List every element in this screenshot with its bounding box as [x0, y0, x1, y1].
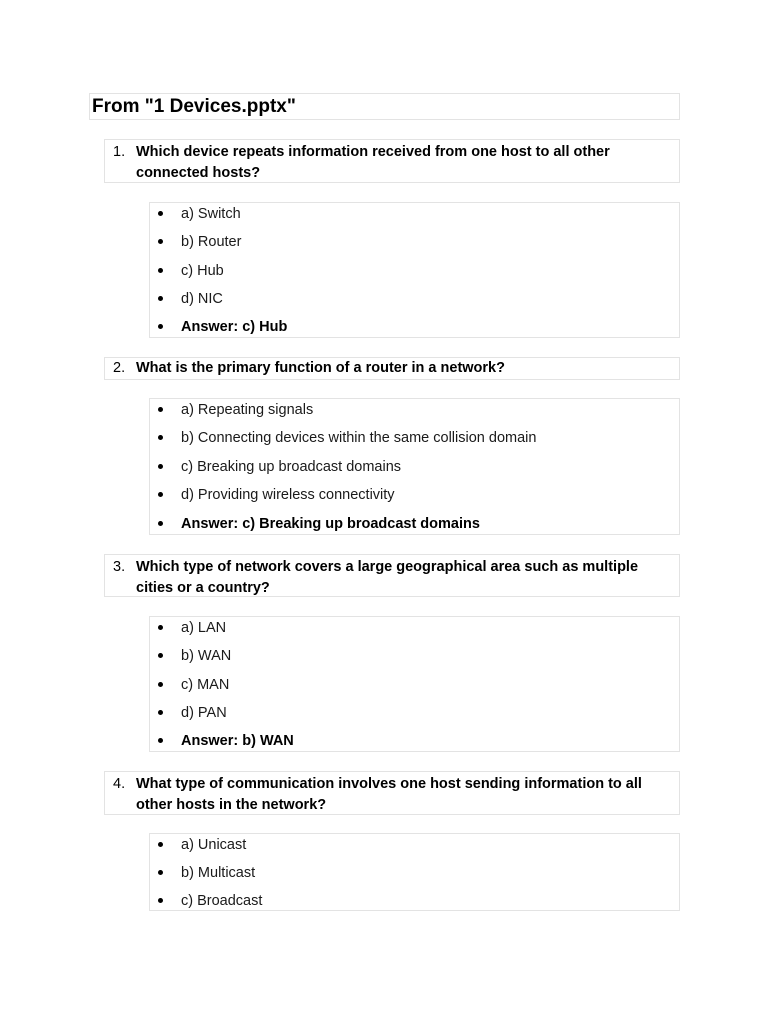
- list-item: [150, 890, 679, 912]
- bullet-icon: [158, 435, 163, 440]
- option-text: c) Breaking up broadcast domains: [181, 459, 402, 475]
- option-text: d) Providing wireless connectivity: [181, 487, 395, 503]
- question-text: Which device repeats information received from one host to all other connected hosts?: [136, 144, 610, 181]
- list-item: [150, 674, 679, 696]
- answer-item: [150, 513, 679, 535]
- section-heading: [89, 93, 680, 120]
- option-text: a) Switch: [181, 206, 241, 222]
- question-number: 2.: [113, 360, 126, 376]
- bullet-icon: [158, 239, 163, 244]
- question-number: 3.: [113, 559, 126, 575]
- options-list-1: [149, 202, 680, 338]
- bullet-icon: [158, 898, 163, 903]
- section-heading-text: From "1 Devices.pptx": [92, 96, 296, 117]
- option-text: b) Connecting devices within the same collision domain: [181, 430, 537, 446]
- option-text: a) Repeating signals: [181, 402, 314, 418]
- answer-text: Answer: c) Breaking up broadcast domains: [181, 516, 480, 532]
- bullet-icon: [158, 842, 163, 847]
- list-item: [150, 702, 679, 724]
- options-list-3: [149, 616, 680, 752]
- bullet-icon: [158, 324, 163, 329]
- question-text: What type of communication involves one host sending information to all other hosts in the network?: [136, 776, 642, 813]
- list-item: [150, 862, 679, 884]
- answer-text: Answer: c) Hub: [181, 319, 288, 335]
- list-item: [150, 456, 679, 478]
- list-item: [150, 427, 679, 449]
- bullet-icon: [158, 296, 163, 301]
- answer-text: Answer: b) WAN: [181, 733, 294, 749]
- bullet-icon: [158, 653, 163, 658]
- option-text: a) Unicast: [181, 837, 247, 853]
- bullet-icon: [158, 710, 163, 715]
- bullet-icon: [158, 625, 163, 630]
- option-text: b) Multicast: [181, 865, 256, 881]
- question-4: [104, 771, 680, 815]
- bullet-icon: [158, 211, 163, 216]
- question-2: [104, 357, 680, 380]
- question-text: Which type of network covers a large geographical area such as multiple cities or a country?: [136, 559, 639, 596]
- bullet-icon: [158, 870, 163, 875]
- list-item: [150, 399, 679, 421]
- option-text: d) PAN: [181, 705, 227, 721]
- options-list-4: [149, 833, 680, 911]
- list-item: [150, 834, 679, 856]
- option-text: c) Broadcast: [181, 893, 263, 909]
- option-text: b) Router: [181, 234, 242, 250]
- list-item: [150, 645, 679, 667]
- bullet-icon: [158, 738, 163, 743]
- list-item: [150, 203, 679, 225]
- list-item: [150, 484, 679, 506]
- question-3: [104, 554, 680, 597]
- bullet-icon: [158, 407, 163, 412]
- option-text: b) WAN: [181, 648, 232, 664]
- question-text: What is the primary function of a router in a network?: [136, 360, 505, 376]
- question-1: [104, 139, 680, 183]
- bullet-icon: [158, 268, 163, 273]
- options-list-2: [149, 398, 680, 535]
- option-text: a) LAN: [181, 620, 227, 636]
- answer-item: [150, 316, 679, 338]
- list-item: [150, 617, 679, 639]
- list-item: [150, 260, 679, 282]
- option-text: c) MAN: [181, 677, 230, 693]
- bullet-icon: [158, 521, 163, 526]
- option-text: d) NIC: [181, 291, 223, 307]
- bullet-icon: [158, 492, 163, 497]
- bullet-icon: [158, 464, 163, 469]
- list-item: [150, 231, 679, 253]
- option-text: c) Hub: [181, 263, 224, 279]
- question-number: 4.: [113, 776, 126, 792]
- answer-item: [150, 730, 679, 752]
- list-item: [150, 288, 679, 310]
- bullet-icon: [158, 682, 163, 687]
- question-number: 1.: [113, 144, 126, 160]
